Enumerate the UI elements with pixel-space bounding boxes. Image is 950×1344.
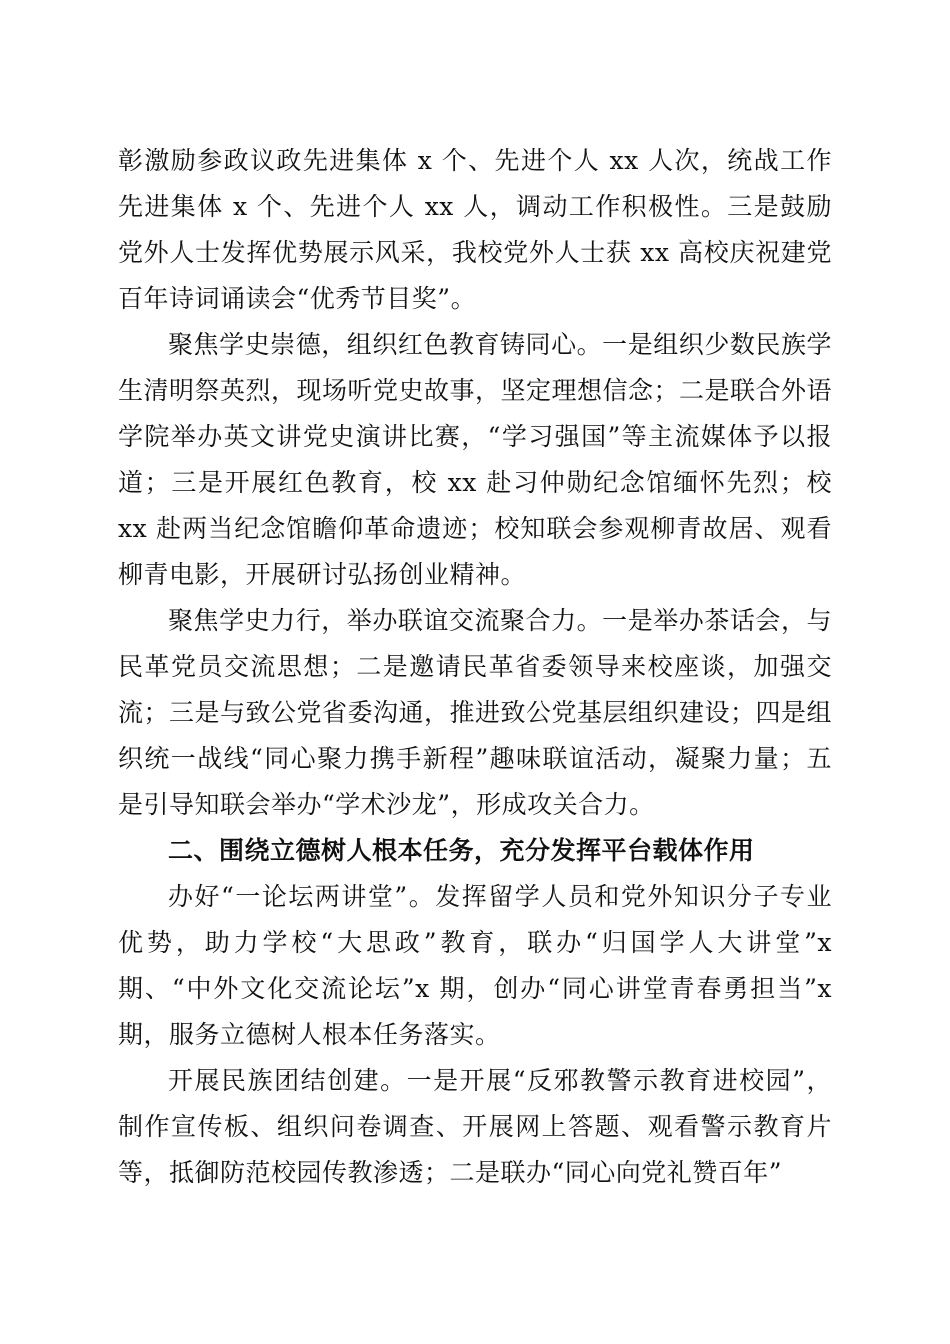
section-heading-2: 二、围绕立德树人根本任务，充分发挥平台载体作用 [168, 836, 755, 865]
paragraph-3: 聚焦学史力行，举办联谊交流聚合力。一是举办茶话会，与民革党员交流思想；二是邀请民革省委领导来校座谈，加强交流；三是与致公党省委沟通，推进致公党基层组织建设；四是组织统一战线“同心聚力携手新程”趣味联谊活动，凝聚力量；五是引导知联会举办“学术沙龙”，形成攻关合力。 [118, 606, 833, 819]
document-body [118, 138, 832, 1196]
paragraph-1: 彰激励参政议政先进集体 x 个、先进个人 xx 人次，统战工作先进集体 x 个、先进个人 xx 人，调动工作积极性。三是鼓励党外人士发挥优势展示风采，我校党外人士获 xx 高校庆祝建党百年诗词诵读会“优秀节目奖”。 [118, 146, 832, 313]
paragraph-4: 办好“一论坛两讲堂”。发挥留学人员和党外知识分子专业优势，助力学校“大思政”教育，联办“归国学人大讲堂”x 期、“中外文化交流论坛”x 期，创办“同心讲堂青春勇担当”x 期，服务立德树人根本任务落实。 [118, 882, 832, 1049]
paragraph-2: 聚焦学史崇德，组织红色教育铸同心。一是组织少数民族学生清明祭英烈，现场听党史故事，坚定理想信念；二是联合外语学院举办英文讲党史演讲比赛，“学习强国”等主流媒体予以报道；三是开展红色教育，校 xx 赴习仲勋纪念馆缅怀先烈；校 xx 赴两当纪念馆瞻仰革命遗迹；校知联会参观柳青故居、观看柳青电影，开展研讨弘扬创业精神。 [118, 330, 833, 589]
paragraph-5: 开展民族团结创建。一是开展“反邪教警示教育进校园”，制作宣传板、组织问卷调查、开展网上答题、观看警示教育片等，抵御防范校园传教渗透；二是联办“同心向党礼赞百年” [118, 1066, 832, 1187]
